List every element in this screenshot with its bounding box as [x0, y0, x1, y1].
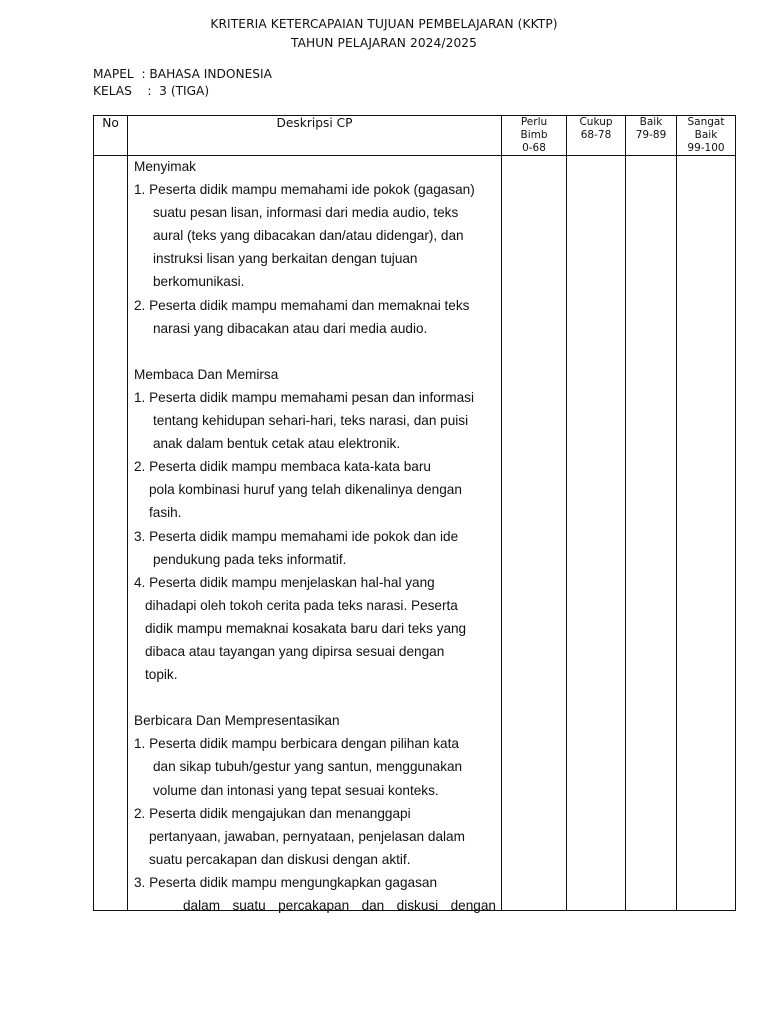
header-perlu-bimb: [501, 116, 567, 155]
header-baik-line: Baik: [639, 116, 663, 128]
cp-line: suatu pesan lisan, informasi dari media audio, teks: [153, 205, 459, 221]
cp-blank-line: [134, 340, 499, 363]
column-divider: [501, 115, 502, 911]
cp-blank-line: [134, 686, 499, 709]
cp-line: dihadapi oleh tokoh cerita pada teks narasi. Peserta: [145, 597, 458, 613]
mapel-info: MAPEL : BAHASA INDONESIA: [93, 67, 272, 81]
header-sangat-baik-range: 99-100: [687, 142, 725, 154]
cp-line: 3. Peserta didik mampu mengungkapkan gagasan: [134, 874, 438, 890]
column-divider: [625, 115, 626, 911]
header-no: No: [102, 116, 119, 130]
header-deskripsi-cp: Deskripsi CP: [276, 116, 353, 130]
cp-line: narasi yang dibacakan atau dari media audio.: [153, 320, 428, 336]
header-cukup-line: Cukup: [579, 116, 613, 128]
cp-line: 1. Peserta didik mampu berbicara dengan pilihan kata: [134, 736, 459, 752]
cp-word: dan: [361, 898, 385, 913]
column-divider: [566, 115, 567, 911]
kelas-info: KELAS : 3 (TIGA): [93, 84, 210, 98]
cp-line: 2. Peserta didik mampu membaca kata-kata baru: [134, 459, 431, 475]
cp-line: pola kombinasi huruf yang telah dikenalinya dengan: [149, 482, 462, 498]
cp-line: topik.: [145, 667, 178, 683]
cp-line: pendukung pada teks informatif.: [153, 551, 347, 567]
cp-line: 1. Peserta didik mampu memahami ide pokok (gagasan): [134, 182, 475, 198]
header-perlu-bimb-line: Bimb: [520, 129, 548, 141]
document-subtitle: TAHUN PELAJARAN 2024/2025: [290, 36, 478, 50]
header-cukup-range: 68-78: [580, 129, 612, 141]
cp-line: 1. Peserta didik mampu memahami pesan dan informasi: [134, 389, 475, 405]
column-divider: [676, 115, 677, 911]
cp-line: didik mampu memaknai kosakata baru dari teks yang: [145, 620, 467, 636]
header-sangat-baik-line: Sangat: [687, 116, 725, 128]
cp-line: instruksi lisan yang berkaitan dengan tujuan: [153, 251, 418, 267]
deskripsi-cp-cell: [134, 155, 499, 917]
header-baik-range: 79-89: [635, 129, 667, 141]
cp-line: anak dalam bentuk cetak atau elektronik.: [153, 436, 401, 452]
cp-line: Membaca Dan Memirsa: [134, 366, 279, 382]
cp-line: fasih.: [149, 505, 182, 521]
column-divider: [93, 115, 94, 911]
cp-line: 2. Peserta didik mampu memahami dan memaknai teks: [134, 297, 470, 313]
cp-line: aural (teks yang dibacakan dan/atau didengar), dan: [153, 228, 464, 244]
cp-line: 2. Peserta didik mengajukan dan menanggapi: [134, 805, 411, 821]
header-cukup: [566, 116, 626, 142]
cp-line: Menyimak: [134, 159, 196, 174]
cp-word: diskusi: [396, 898, 439, 913]
cp-line: tentang kehidupan sehari-hari, teks narasi, dan puisi: [153, 413, 469, 429]
cp-line: 4. Peserta didik mampu menjelaskan hal-hal yang: [134, 574, 435, 590]
cp-word: dengan: [450, 898, 496, 913]
cp-line: Berbicara Dan Mempresentasikan: [134, 713, 340, 729]
cp-line: volume dan intonasi yang tepat sesuai konteks.: [153, 782, 439, 798]
cp-line: berkomunikasi.: [153, 274, 245, 290]
cp-word: suatu: [232, 898, 266, 913]
column-divider: [127, 115, 128, 911]
header-perlu-bimb-line: Perlu: [520, 116, 548, 128]
header-baik: [625, 116, 677, 142]
document-title: KRITERIA KETERCAPAIAN TUJUAN PEMBELAJARAN (KKTP): [210, 17, 558, 31]
cp-word: dalam: [183, 898, 221, 913]
cp-line: [134, 894, 499, 917]
header-perlu-bimb-range: 0-68: [522, 142, 546, 154]
cp-line: dibaca atau tayangan yang dipirsa sesuai dengan: [145, 643, 445, 659]
cp-line: pertanyaan, jawaban, pernyataan, penjelasan dalam: [149, 828, 465, 844]
header-sangat-baik: [676, 116, 736, 155]
cp-line: 3. Peserta didik mampu memahami ide pokok dan ide: [134, 528, 459, 544]
cp-line: dan sikap tubuh/gestur yang santun, menggunakan: [153, 759, 463, 775]
cp-word: percakapan: [278, 898, 350, 913]
cp-line: suatu percakapan dan diskusi dengan aktif.: [149, 851, 411, 867]
column-divider: [735, 115, 736, 911]
header-sangat-baik-line: Baik: [694, 129, 718, 141]
